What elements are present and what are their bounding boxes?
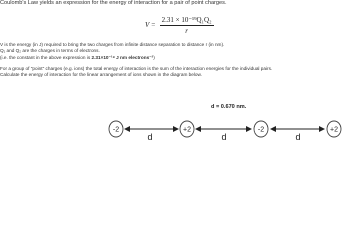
definition-q: Q₁ and Q₂ are the charges in terms of electrons. xyxy=(0,48,100,53)
gap-label-1: d xyxy=(147,132,153,141)
constant-prefix: (i.e. the constant in the above expression is xyxy=(0,55,92,60)
problem-line-2: Calculate the energy of interaction for the linear arrangement of ions shown in the diagram below. xyxy=(0,72,202,77)
ion-1 xyxy=(109,121,123,137)
formula-denominator: r xyxy=(185,26,188,35)
ion-2 xyxy=(180,121,194,137)
formula-lhs: V = xyxy=(145,21,156,29)
ion-4 xyxy=(327,121,341,137)
ion-diagram xyxy=(0,113,350,141)
ion-1-charge: -2 xyxy=(112,126,120,134)
definition-v: V is the energy (in J) required to bring the two charges from infinite distance separation to distance r (in nm). xyxy=(0,42,225,47)
definition-constant xyxy=(0,55,155,61)
ion-3 xyxy=(254,121,268,137)
gap-label-3: d xyxy=(295,132,301,141)
ion-3-charge: -2 xyxy=(257,126,265,134)
ion-2-charge: +2 xyxy=(183,126,191,134)
ion-4-charge: +2 xyxy=(330,126,338,134)
formula-fraction xyxy=(160,16,214,35)
distance-label: d = 0.670 nm. xyxy=(211,104,247,110)
formula-numerator: 2.31 × 10⁻¹⁹Q₁Q₂ xyxy=(161,15,212,24)
intro-text: Coulomb's Law yields an expression for the energy of interaction for a pair of point charges. xyxy=(0,0,227,6)
coulomb-formula xyxy=(145,15,214,35)
constant-suffix: ) xyxy=(153,55,155,60)
gap-label-2: d xyxy=(221,132,227,141)
constant-value: 2.31×10⁻¹⁹ J nm electrons⁻² xyxy=(91,55,154,60)
problem-line-1: For a group of "point" charges (e.g. ions) the total energy of interaction is the sum of the interaction energies for the individual pairs. xyxy=(0,66,273,71)
